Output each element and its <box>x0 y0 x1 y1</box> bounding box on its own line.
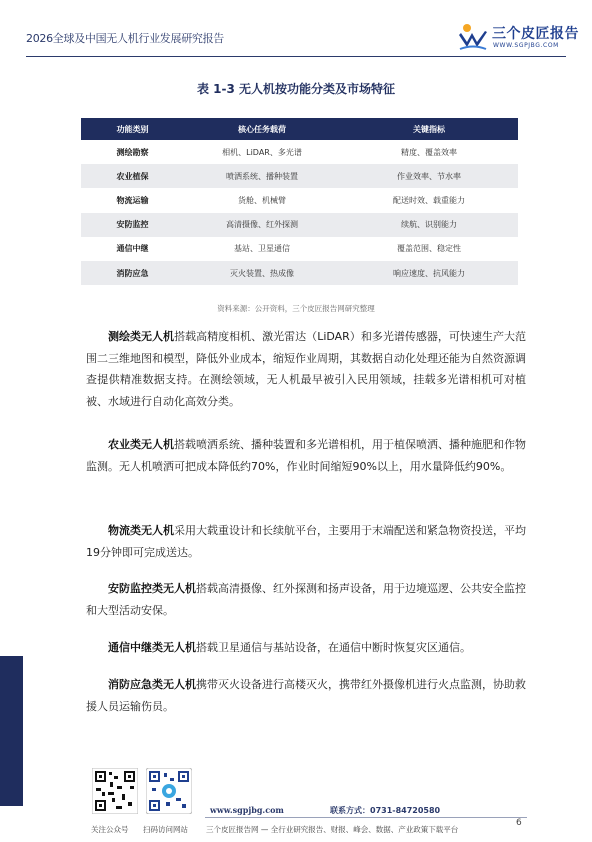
paragraph-text: 搭载卫星通信与基站设备，在通信中断时恢复灾区通信。 <box>196 641 471 654</box>
table-row <box>81 237 518 261</box>
brand-name: 三个皮匠报告 <box>492 26 579 42</box>
table-row <box>81 140 518 164</box>
table-cell: 覆盖范围、稳定性 <box>397 244 461 254</box>
column-header: 功能类别 <box>81 118 184 140</box>
column-header: 核心任务载荷 <box>184 118 340 140</box>
paragraph-lead: 消防应急类无人机 <box>108 678 196 691</box>
logo-mark-icon <box>456 20 490 54</box>
table-cell: 测绘勘察 <box>116 147 149 157</box>
table-cell: 响应速度、抗风能力 <box>340 261 518 285</box>
paragraph-surveying <box>86 326 526 412</box>
paragraph-logistics <box>86 520 526 563</box>
table-cell: 续航、识别能力 <box>340 213 518 237</box>
table-cell: 基站、卫星通信 <box>234 244 290 254</box>
qr-code-website-icon[interactable] <box>146 768 192 814</box>
paragraph-security <box>86 578 526 621</box>
table-cell: 消防应急 <box>81 261 184 285</box>
table-row <box>81 213 518 237</box>
paragraph-text: 搭载高精度相机、激光雷达（LiDAR）和多光谱传感器，可快速生产大范围二三维地图和模型，降低外业成本，缩短作业周期，其数据自动化处理还能为自然资源调查提供精准数据支持。在测绘领域，无人机最早被引入民用领域，挂载多光谱相机可对植被、水域进行自动化高效分类。 <box>86 330 526 408</box>
table-source-note: 资料来源：公开资料，三个皮匠报告网研究整理 <box>217 304 375 313</box>
footer-contact-phone: 联系方式：0731-84720580 <box>330 806 441 815</box>
paragraph-agriculture <box>86 434 526 477</box>
table-cell: 作业效率、节水率 <box>340 164 518 188</box>
qr-caption-website: 扫码访问网站 <box>143 825 188 834</box>
table-cell: 通信中继 <box>116 244 149 254</box>
table-row <box>81 261 518 285</box>
left-accent-bar <box>0 656 23 806</box>
paragraph-communication <box>86 637 526 659</box>
table-cell: 货舱、机械臂 <box>238 195 286 205</box>
qr-caption-wechat: 关注公众号 <box>91 825 129 834</box>
paragraph-lead: 农业类无人机 <box>108 438 174 451</box>
table-cell: 高清摄像、红外探测 <box>184 213 340 237</box>
paragraph-firefighting <box>86 674 526 717</box>
paragraph-lead: 测绘类无人机 <box>108 330 175 343</box>
paragraph-text: 搭载喷洒系统、播种装置和多光谱相机，用于植保喷洒、播种施肥和作物监测。无人机喷洒可把成本降低约70%，作业时间缩短90%以上，用水量降低约90%。 <box>86 438 526 473</box>
footer-divider <box>205 817 527 818</box>
qr-code-wechat-icon[interactable] <box>92 768 138 814</box>
table-cell: 相机、LiDAR、多光谱 <box>222 147 302 157</box>
report-title: 2026全球及中国无人机行业发展研究报告 <box>26 32 224 45</box>
table-row <box>81 188 518 212</box>
brand-logo[interactable] <box>456 20 579 54</box>
brand-url: WWW.SGPJBG.COM <box>493 42 559 49</box>
paragraph-text: 采用大载重设计和长续航平台，主要用于末端配送和紧急物资投送，平均19分钟即可完成送达。 <box>86 524 526 559</box>
header-divider <box>26 56 566 57</box>
table-cell: 精度、覆盖效率 <box>401 147 457 157</box>
paragraph-lead: 物流类无人机 <box>108 524 174 537</box>
footer-website-link[interactable]: www.sgpjbg.com <box>210 805 284 815</box>
table-row <box>81 164 518 188</box>
table-cell: 喷洒系统、播种装置 <box>184 164 340 188</box>
paragraph-lead: 通信中继类无人机 <box>108 641 196 654</box>
paragraph-lead: 安防监控类无人机 <box>108 582 196 595</box>
paragraph-text: 携带灭火设备进行高楼灭火，携带红外摄像机进行火点监测，协助救援人员运输伤员。 <box>86 678 526 713</box>
function-classification-table <box>81 118 518 285</box>
table-cell: 灭火装置、热成像 <box>184 261 340 285</box>
column-header: 关键指标 <box>340 118 518 140</box>
table-cell: 安防监控 <box>81 213 184 237</box>
paragraph-text: 搭载高清摄像、红外探测和扬声设备，用于边境巡逻、公共安全监控和大型活动安保。 <box>86 582 526 617</box>
table-cell: 配送时效、载重能力 <box>393 195 465 205</box>
footer-description: 三个皮匠报告网 — 全行业研究报告、财报、峰会、数据、产业政策下载平台 <box>206 825 459 834</box>
table-cell: 农业植保 <box>81 164 184 188</box>
table-caption: 表 1-3 无人机按功能分类及市场特征 <box>196 82 396 96</box>
page-number: 6 <box>516 818 522 828</box>
table-cell: 物流运输 <box>116 195 149 205</box>
